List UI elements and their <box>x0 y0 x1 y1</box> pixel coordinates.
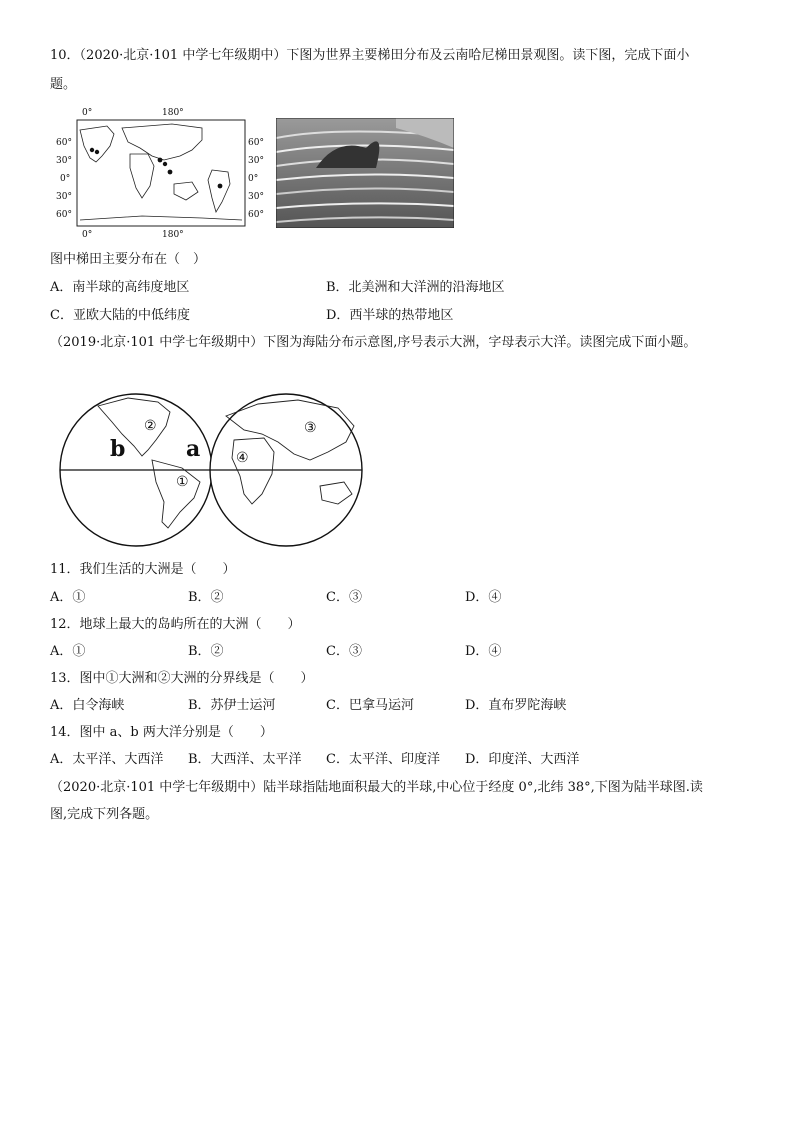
map-label-right-60s: 60° <box>248 210 264 220</box>
hemispheres-svg <box>58 390 368 550</box>
terrace-dot <box>163 162 167 166</box>
map-label-top-180: 180° <box>162 108 184 118</box>
q10-stem-line2: 题。 <box>50 77 77 92</box>
q14-option-b[interactable]: B．大西洋、太平洋 <box>188 752 302 767</box>
map-label-left-60n: 60° <box>56 138 72 148</box>
q11-option-a[interactable]: A．① <box>50 590 86 605</box>
q10-option-a[interactable]: A．南半球的高纬度地区 <box>50 280 190 295</box>
ocean-label-b: b <box>110 436 126 462</box>
q13-stem: 13．图中①大洲和②大洲的分界线是（ ） <box>50 671 314 686</box>
q12-option-c[interactable]: C．③ <box>326 644 362 659</box>
terrace-dot <box>218 184 223 189</box>
q13-option-a[interactable]: A．白令海峡 <box>50 698 125 713</box>
group2-intro: （2019·北京·101 中学七年级期中）下图为海陆分布示意图,序号表示大洲，字母表示大洋。读图完成下面小题。 <box>50 335 697 350</box>
terrace-dot <box>95 150 99 154</box>
map-label-right-0: 0° <box>248 174 259 184</box>
q10-option-c[interactable]: C．亚欧大陆的中低纬度 <box>50 308 190 323</box>
terrace-photo-svg <box>276 118 454 228</box>
q12-option-a[interactable]: A．① <box>50 644 86 659</box>
map-label-right-30n: 30° <box>248 156 264 166</box>
map-label-left-30s: 30° <box>56 192 72 202</box>
q13-option-d[interactable]: D．直布罗陀海峡 <box>465 698 567 713</box>
q10-option-d[interactable]: D．西半球的热带地区 <box>326 308 454 323</box>
q12-stem: 12．地球上最大的岛屿所在的大洲（ ） <box>50 617 301 632</box>
map-label-bottom-180: 180° <box>162 230 184 240</box>
hemispheres-map <box>58 390 368 550</box>
q14-stem: 14．图中 a、b 两大洋分别是（ ） <box>50 725 273 740</box>
continent-label-3: ③ <box>304 420 317 436</box>
q10-option-b[interactable]: B．北美洲和大洋洲的沿海地区 <box>326 280 505 295</box>
q12-option-d[interactable]: D．④ <box>465 644 502 659</box>
q13-option-c[interactable]: C．巴拿马运河 <box>326 698 414 713</box>
q11-option-c[interactable]: C．③ <box>326 590 362 605</box>
q13-option-b[interactable]: B．苏伊士运河 <box>188 698 276 713</box>
terrace-world-map <box>52 106 272 244</box>
group3-intro-line1: （2020·北京·101 中学七年级期中）陆半球指陆地面积最大的半球,中心位于经度 0°,北纬 38°,下图为陆半球图.读 <box>50 780 703 795</box>
map-label-right-60n: 60° <box>248 138 264 148</box>
ocean-label-a: a <box>186 436 201 462</box>
q10-question: 图中梯田主要分布在（ ） <box>50 252 207 267</box>
map-label-right-30s: 30° <box>248 192 264 202</box>
map-label-bottom-0: 0° <box>82 230 93 240</box>
q14-option-c[interactable]: C．太平洋、印度洋 <box>326 752 440 767</box>
map-label-top-0: 0° <box>82 108 93 118</box>
terrace-dot <box>168 170 173 175</box>
q11-option-b[interactable]: B．② <box>188 590 224 605</box>
q14-option-a[interactable]: A．太平洋、大西洋 <box>50 752 164 767</box>
map-label-left-0: 0° <box>60 174 71 184</box>
hani-terrace-photo <box>276 118 454 228</box>
terrace-dot <box>158 158 163 163</box>
q12-option-b[interactable]: B．② <box>188 644 224 659</box>
q10-stem-line1: 10．（2020·北京·101 中学七年级期中）下图为世界主要梯田分布及云南哈尼梯田景观图。读下图，完成下面小 <box>50 48 690 63</box>
q14-option-d[interactable]: D．印度洋、大西洋 <box>465 752 580 767</box>
map-label-left-30n: 30° <box>56 156 72 166</box>
continent-label-1: ① <box>176 474 189 490</box>
group3-intro-line2: 图,完成下列各题。 <box>50 807 159 822</box>
terrace-map-svg <box>52 106 272 244</box>
continent-label-4: ④ <box>236 450 249 466</box>
map-label-left-60s: 60° <box>56 210 72 220</box>
continent-label-2: ② <box>144 418 157 434</box>
q11-stem: 11．我们生活的大洲是（ ） <box>50 562 236 577</box>
q11-option-d[interactable]: D．④ <box>465 590 502 605</box>
terrace-dot <box>90 148 94 152</box>
